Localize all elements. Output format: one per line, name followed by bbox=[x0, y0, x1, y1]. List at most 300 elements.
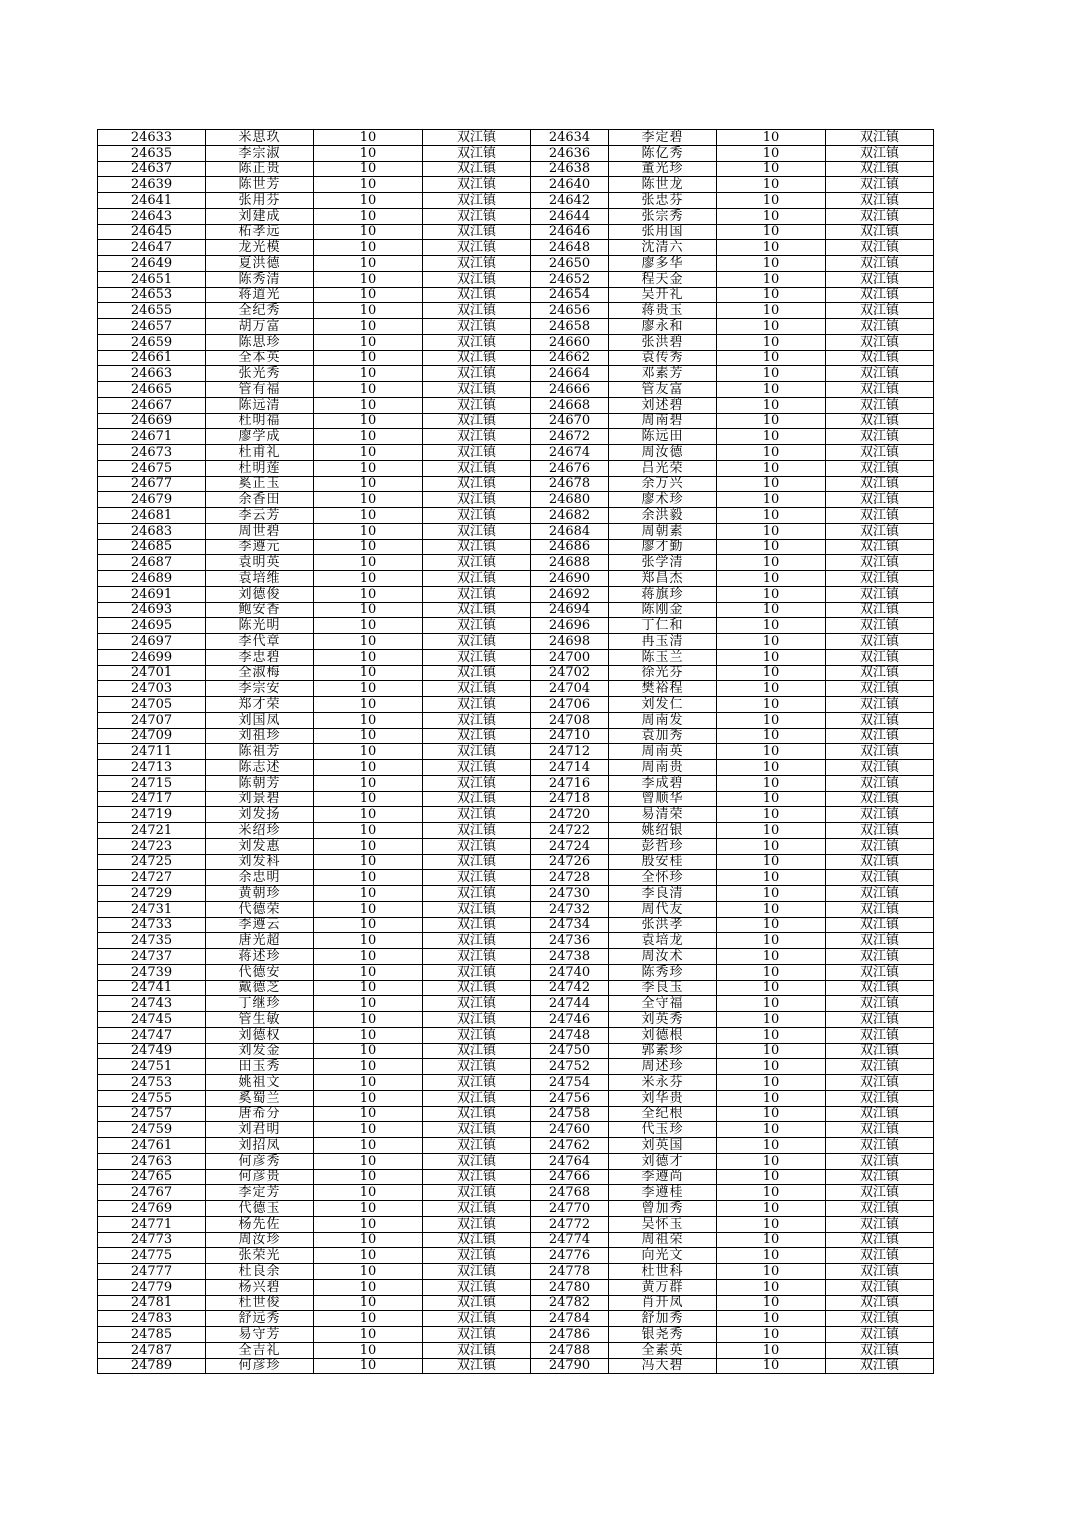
name-cell: 周代友 bbox=[609, 901, 717, 917]
town-cell: 双江镇 bbox=[423, 1264, 531, 1280]
name-cell: 易守芳 bbox=[206, 1327, 314, 1343]
table-row bbox=[98, 460, 934, 476]
name-cell: 蒋旗珍 bbox=[609, 586, 717, 602]
town-cell: 双江镇 bbox=[423, 492, 531, 508]
table-row bbox=[98, 303, 934, 319]
town-cell: 双江镇 bbox=[423, 1138, 531, 1154]
table-row bbox=[98, 1358, 934, 1374]
town-cell: 双江镇 bbox=[423, 712, 531, 728]
count-cell: 10 bbox=[717, 949, 826, 965]
town-cell: 双江镇 bbox=[423, 382, 531, 398]
id-cell: 24677 bbox=[98, 476, 206, 492]
count-cell: 10 bbox=[314, 791, 423, 807]
town-cell: 双江镇 bbox=[826, 413, 934, 429]
name-cell: 刘德根 bbox=[609, 1027, 717, 1043]
id-cell: 24741 bbox=[98, 980, 206, 996]
name-cell: 曾顺华 bbox=[609, 791, 717, 807]
name-cell: 郑才荣 bbox=[206, 697, 314, 713]
id-cell: 24639 bbox=[98, 177, 206, 193]
count-cell: 10 bbox=[717, 366, 826, 382]
count-cell: 10 bbox=[717, 555, 826, 571]
name-cell: 廖多华 bbox=[609, 256, 717, 272]
name-cell: 龙光模 bbox=[206, 240, 314, 256]
count-cell: 10 bbox=[314, 1327, 423, 1343]
id-cell: 24701 bbox=[98, 665, 206, 681]
count-cell: 10 bbox=[314, 665, 423, 681]
town-cell: 双江镇 bbox=[826, 271, 934, 287]
town-cell: 双江镇 bbox=[423, 697, 531, 713]
id-cell: 24652 bbox=[531, 271, 609, 287]
town-cell: 双江镇 bbox=[423, 1075, 531, 1091]
count-cell: 10 bbox=[717, 1327, 826, 1343]
town-cell: 双江镇 bbox=[826, 854, 934, 870]
id-cell: 24698 bbox=[531, 634, 609, 650]
town-cell: 双江镇 bbox=[423, 964, 531, 980]
town-cell: 双江镇 bbox=[826, 1185, 934, 1201]
table-row bbox=[98, 1169, 934, 1185]
town-cell: 双江镇 bbox=[826, 397, 934, 413]
name-cell: 刘发惠 bbox=[206, 838, 314, 854]
name-cell: 刘华贵 bbox=[609, 1090, 717, 1106]
id-cell: 24767 bbox=[98, 1185, 206, 1201]
table-row bbox=[98, 319, 934, 335]
id-cell: 24734 bbox=[531, 917, 609, 933]
town-cell: 双江镇 bbox=[826, 1327, 934, 1343]
name-cell: 易清荣 bbox=[609, 807, 717, 823]
town-cell: 双江镇 bbox=[423, 1090, 531, 1106]
name-cell: 张洪碧 bbox=[609, 334, 717, 350]
name-cell: 米绍珍 bbox=[206, 823, 314, 839]
count-cell: 10 bbox=[717, 681, 826, 697]
name-cell: 余香田 bbox=[206, 492, 314, 508]
town-cell: 双江镇 bbox=[423, 1106, 531, 1122]
count-cell: 10 bbox=[717, 508, 826, 524]
count-cell: 10 bbox=[314, 334, 423, 350]
id-cell: 24754 bbox=[531, 1075, 609, 1091]
name-cell: 李遵元 bbox=[206, 539, 314, 555]
count-cell: 10 bbox=[314, 161, 423, 177]
town-cell: 双江镇 bbox=[423, 445, 531, 461]
town-cell: 双江镇 bbox=[423, 775, 531, 791]
count-cell: 10 bbox=[717, 350, 826, 366]
table-row bbox=[98, 1295, 934, 1311]
count-cell: 10 bbox=[717, 775, 826, 791]
id-cell: 24717 bbox=[98, 791, 206, 807]
count-cell: 10 bbox=[314, 130, 423, 146]
count-cell: 10 bbox=[314, 1075, 423, 1091]
count-cell: 10 bbox=[314, 287, 423, 303]
count-cell: 10 bbox=[314, 728, 423, 744]
table-row bbox=[98, 193, 934, 209]
name-cell: 周朝素 bbox=[609, 523, 717, 539]
town-cell: 双江镇 bbox=[826, 1279, 934, 1295]
count-cell: 10 bbox=[717, 1342, 826, 1358]
name-cell: 袁培维 bbox=[206, 571, 314, 587]
name-cell: 银尧秀 bbox=[609, 1327, 717, 1343]
town-cell: 双江镇 bbox=[826, 1201, 934, 1217]
town-cell: 双江镇 bbox=[826, 1153, 934, 1169]
count-cell: 10 bbox=[314, 366, 423, 382]
count-cell: 10 bbox=[314, 1090, 423, 1106]
id-cell: 24657 bbox=[98, 319, 206, 335]
name-cell: 李云芳 bbox=[206, 508, 314, 524]
name-cell: 向光文 bbox=[609, 1248, 717, 1264]
town-cell: 双江镇 bbox=[826, 823, 934, 839]
table-row bbox=[98, 1216, 934, 1232]
table-row bbox=[98, 161, 934, 177]
id-cell: 24654 bbox=[531, 287, 609, 303]
count-cell: 10 bbox=[717, 964, 826, 980]
count-cell: 10 bbox=[314, 1027, 423, 1043]
id-cell: 24656 bbox=[531, 303, 609, 319]
id-cell: 24718 bbox=[531, 791, 609, 807]
town-cell: 双江镇 bbox=[826, 791, 934, 807]
town-cell: 双江镇 bbox=[423, 366, 531, 382]
town-cell: 双江镇 bbox=[423, 1327, 531, 1343]
id-cell: 24645 bbox=[98, 224, 206, 240]
id-cell: 24742 bbox=[531, 980, 609, 996]
name-cell: 丁仁和 bbox=[609, 618, 717, 634]
name-cell: 袁传秀 bbox=[609, 350, 717, 366]
town-cell: 双江镇 bbox=[826, 870, 934, 886]
town-cell: 双江镇 bbox=[826, 1027, 934, 1043]
count-cell: 10 bbox=[717, 476, 826, 492]
id-cell: 24642 bbox=[531, 193, 609, 209]
id-cell: 24706 bbox=[531, 697, 609, 713]
count-cell: 10 bbox=[314, 429, 423, 445]
id-cell: 24781 bbox=[98, 1295, 206, 1311]
town-cell: 双江镇 bbox=[423, 130, 531, 146]
name-cell: 蒋贵玉 bbox=[609, 303, 717, 319]
id-cell: 24695 bbox=[98, 618, 206, 634]
id-cell: 24696 bbox=[531, 618, 609, 634]
name-cell: 廖才勤 bbox=[609, 539, 717, 555]
town-cell: 双江镇 bbox=[826, 1248, 934, 1264]
town-cell: 双江镇 bbox=[826, 649, 934, 665]
id-cell: 24708 bbox=[531, 712, 609, 728]
id-cell: 24688 bbox=[531, 555, 609, 571]
town-cell: 双江镇 bbox=[826, 1311, 934, 1327]
name-cell: 唐光超 bbox=[206, 933, 314, 949]
id-cell: 24730 bbox=[531, 886, 609, 902]
count-cell: 10 bbox=[717, 460, 826, 476]
name-cell: 刘建成 bbox=[206, 208, 314, 224]
town-cell: 双江镇 bbox=[826, 728, 934, 744]
count-cell: 10 bbox=[717, 1248, 826, 1264]
count-cell: 10 bbox=[314, 1311, 423, 1327]
table-row bbox=[98, 1027, 934, 1043]
table-row bbox=[98, 1264, 934, 1280]
name-cell: 刘述碧 bbox=[609, 397, 717, 413]
id-cell: 24711 bbox=[98, 744, 206, 760]
count-cell: 10 bbox=[314, 1264, 423, 1280]
town-cell: 双江镇 bbox=[826, 177, 934, 193]
count-cell: 10 bbox=[717, 161, 826, 177]
id-cell: 24776 bbox=[531, 1248, 609, 1264]
table-row bbox=[98, 1075, 934, 1091]
id-cell: 24766 bbox=[531, 1169, 609, 1185]
name-cell: 刘德才 bbox=[609, 1153, 717, 1169]
id-cell: 24721 bbox=[98, 823, 206, 839]
id-cell: 24752 bbox=[531, 1059, 609, 1075]
town-cell: 双江镇 bbox=[826, 256, 934, 272]
table-row bbox=[98, 287, 934, 303]
id-cell: 24729 bbox=[98, 886, 206, 902]
name-cell: 殷安桂 bbox=[609, 854, 717, 870]
id-cell: 24745 bbox=[98, 1012, 206, 1028]
count-cell: 10 bbox=[717, 1153, 826, 1169]
town-cell: 双江镇 bbox=[423, 901, 531, 917]
count-cell: 10 bbox=[717, 429, 826, 445]
town-cell: 双江镇 bbox=[423, 334, 531, 350]
town-cell: 双江镇 bbox=[423, 791, 531, 807]
id-cell: 24724 bbox=[531, 838, 609, 854]
town-cell: 双江镇 bbox=[826, 492, 934, 508]
town-cell: 双江镇 bbox=[423, 996, 531, 1012]
town-cell: 双江镇 bbox=[423, 1012, 531, 1028]
name-cell: 刘发仁 bbox=[609, 697, 717, 713]
name-cell: 袁明英 bbox=[206, 555, 314, 571]
count-cell: 10 bbox=[314, 193, 423, 209]
count-cell: 10 bbox=[717, 445, 826, 461]
name-cell: 管有福 bbox=[206, 382, 314, 398]
town-cell: 双江镇 bbox=[423, 1027, 531, 1043]
name-cell: 廖术珍 bbox=[609, 492, 717, 508]
id-cell: 24771 bbox=[98, 1216, 206, 1232]
town-cell: 双江镇 bbox=[423, 508, 531, 524]
id-cell: 24762 bbox=[531, 1138, 609, 1154]
town-cell: 双江镇 bbox=[423, 1122, 531, 1138]
town-cell: 双江镇 bbox=[423, 476, 531, 492]
name-cell: 代德玉 bbox=[206, 1201, 314, 1217]
id-cell: 24635 bbox=[98, 145, 206, 161]
name-cell: 吕光荣 bbox=[609, 460, 717, 476]
count-cell: 10 bbox=[717, 823, 826, 839]
name-cell: 蒋述珍 bbox=[206, 949, 314, 965]
name-cell: 代玉珍 bbox=[609, 1122, 717, 1138]
town-cell: 双江镇 bbox=[423, 665, 531, 681]
id-cell: 24715 bbox=[98, 775, 206, 791]
count-cell: 10 bbox=[314, 1169, 423, 1185]
name-cell: 黄万群 bbox=[609, 1279, 717, 1295]
id-cell: 24775 bbox=[98, 1248, 206, 1264]
town-cell: 双江镇 bbox=[826, 366, 934, 382]
count-cell: 10 bbox=[314, 823, 423, 839]
table-row bbox=[98, 382, 934, 398]
table-row bbox=[98, 1248, 934, 1264]
town-cell: 双江镇 bbox=[423, 350, 531, 366]
town-cell: 双江镇 bbox=[826, 1043, 934, 1059]
table-row bbox=[98, 1327, 934, 1343]
name-cell: 全纪根 bbox=[609, 1106, 717, 1122]
id-cell: 24755 bbox=[98, 1090, 206, 1106]
name-cell: 刘英秀 bbox=[609, 1012, 717, 1028]
town-cell: 双江镇 bbox=[826, 634, 934, 650]
count-cell: 10 bbox=[314, 1122, 423, 1138]
id-cell: 24651 bbox=[98, 271, 206, 287]
name-cell: 张用芬 bbox=[206, 193, 314, 209]
id-cell: 24684 bbox=[531, 523, 609, 539]
town-cell: 双江镇 bbox=[826, 571, 934, 587]
id-cell: 24713 bbox=[98, 760, 206, 776]
town-cell: 双江镇 bbox=[423, 681, 531, 697]
table-row bbox=[98, 854, 934, 870]
id-cell: 24779 bbox=[98, 1279, 206, 1295]
count-cell: 10 bbox=[314, 586, 423, 602]
id-cell: 24646 bbox=[531, 224, 609, 240]
id-cell: 24756 bbox=[531, 1090, 609, 1106]
name-cell: 陈世芳 bbox=[206, 177, 314, 193]
count-cell: 10 bbox=[717, 980, 826, 996]
name-cell: 胡万富 bbox=[206, 319, 314, 335]
name-cell: 舒远秀 bbox=[206, 1311, 314, 1327]
id-cell: 24788 bbox=[531, 1342, 609, 1358]
name-cell: 刘发金 bbox=[206, 1043, 314, 1059]
town-cell: 双江镇 bbox=[423, 980, 531, 996]
id-cell: 24738 bbox=[531, 949, 609, 965]
count-cell: 10 bbox=[314, 460, 423, 476]
id-cell: 24749 bbox=[98, 1043, 206, 1059]
name-cell: 陈远田 bbox=[609, 429, 717, 445]
id-cell: 24774 bbox=[531, 1232, 609, 1248]
table-row bbox=[98, 508, 934, 524]
town-cell: 双江镇 bbox=[826, 807, 934, 823]
id-cell: 24703 bbox=[98, 681, 206, 697]
name-cell: 刘德权 bbox=[206, 1027, 314, 1043]
count-cell: 10 bbox=[314, 1358, 423, 1374]
id-cell: 24672 bbox=[531, 429, 609, 445]
id-cell: 24640 bbox=[531, 177, 609, 193]
town-cell: 双江镇 bbox=[423, 1153, 531, 1169]
count-cell: 10 bbox=[314, 145, 423, 161]
name-cell: 李代章 bbox=[206, 634, 314, 650]
count-cell: 10 bbox=[717, 492, 826, 508]
name-cell: 全守福 bbox=[609, 996, 717, 1012]
name-cell: 蒋道光 bbox=[206, 287, 314, 303]
name-cell: 代德安 bbox=[206, 964, 314, 980]
town-cell: 双江镇 bbox=[826, 665, 934, 681]
town-cell: 双江镇 bbox=[826, 1075, 934, 1091]
town-cell: 双江镇 bbox=[826, 1232, 934, 1248]
town-cell: 双江镇 bbox=[826, 1264, 934, 1280]
town-cell: 双江镇 bbox=[826, 539, 934, 555]
name-cell: 杜甫礼 bbox=[206, 445, 314, 461]
name-cell: 何彦珍 bbox=[206, 1358, 314, 1374]
name-cell: 刘景碧 bbox=[206, 791, 314, 807]
table-row bbox=[98, 964, 934, 980]
count-cell: 10 bbox=[717, 996, 826, 1012]
town-cell: 双江镇 bbox=[423, 539, 531, 555]
count-cell: 10 bbox=[717, 744, 826, 760]
town-cell: 双江镇 bbox=[826, 1216, 934, 1232]
count-cell: 10 bbox=[314, 1012, 423, 1028]
id-cell: 24719 bbox=[98, 807, 206, 823]
table-row bbox=[98, 145, 934, 161]
town-cell: 双江镇 bbox=[423, 319, 531, 335]
id-cell: 24664 bbox=[531, 366, 609, 382]
table-row bbox=[98, 712, 934, 728]
name-cell: 李成碧 bbox=[609, 775, 717, 791]
name-cell: 吴开礼 bbox=[609, 287, 717, 303]
name-cell: 廖学成 bbox=[206, 429, 314, 445]
town-cell: 双江镇 bbox=[423, 429, 531, 445]
count-cell: 10 bbox=[717, 208, 826, 224]
town-cell: 双江镇 bbox=[423, 854, 531, 870]
town-cell: 双江镇 bbox=[423, 1185, 531, 1201]
town-cell: 双江镇 bbox=[423, 870, 531, 886]
count-cell: 10 bbox=[717, 287, 826, 303]
count-cell: 10 bbox=[314, 760, 423, 776]
town-cell: 双江镇 bbox=[423, 1279, 531, 1295]
id-cell: 24676 bbox=[531, 460, 609, 476]
town-cell: 双江镇 bbox=[826, 1342, 934, 1358]
name-cell: 柘孝远 bbox=[206, 224, 314, 240]
table-row bbox=[98, 1201, 934, 1217]
name-cell: 彭哲珍 bbox=[609, 838, 717, 854]
count-cell: 10 bbox=[314, 1216, 423, 1232]
count-cell: 10 bbox=[717, 586, 826, 602]
town-cell: 双江镇 bbox=[826, 508, 934, 524]
name-cell: 米永芬 bbox=[609, 1075, 717, 1091]
name-cell: 李定芳 bbox=[206, 1185, 314, 1201]
count-cell: 10 bbox=[314, 949, 423, 965]
town-cell: 双江镇 bbox=[423, 161, 531, 177]
town-cell: 双江镇 bbox=[826, 1090, 934, 1106]
town-cell: 双江镇 bbox=[826, 996, 934, 1012]
name-cell: 米思玖 bbox=[206, 130, 314, 146]
name-cell: 刘发扬 bbox=[206, 807, 314, 823]
table-row bbox=[98, 744, 934, 760]
table-row bbox=[98, 870, 934, 886]
count-cell: 10 bbox=[314, 523, 423, 539]
id-cell: 24675 bbox=[98, 460, 206, 476]
town-cell: 双江镇 bbox=[423, 208, 531, 224]
table-row bbox=[98, 1185, 934, 1201]
town-cell: 双江镇 bbox=[423, 838, 531, 854]
id-cell: 24780 bbox=[531, 1279, 609, 1295]
town-cell: 双江镇 bbox=[826, 586, 934, 602]
count-cell: 10 bbox=[314, 1185, 423, 1201]
town-cell: 双江镇 bbox=[826, 523, 934, 539]
id-cell: 24789 bbox=[98, 1358, 206, 1374]
table-row bbox=[98, 208, 934, 224]
town-cell: 双江镇 bbox=[826, 445, 934, 461]
id-cell: 24761 bbox=[98, 1138, 206, 1154]
town-cell: 双江镇 bbox=[826, 145, 934, 161]
town-cell: 双江镇 bbox=[826, 681, 934, 697]
town-cell: 双江镇 bbox=[423, 1358, 531, 1374]
count-cell: 10 bbox=[314, 681, 423, 697]
id-cell: 24681 bbox=[98, 508, 206, 524]
id-cell: 24751 bbox=[98, 1059, 206, 1075]
name-cell: 肖开凤 bbox=[609, 1295, 717, 1311]
count-cell: 10 bbox=[717, 807, 826, 823]
count-cell: 10 bbox=[314, 634, 423, 650]
name-cell: 余忠明 bbox=[206, 870, 314, 886]
count-cell: 10 bbox=[717, 303, 826, 319]
name-cell: 黄朝珍 bbox=[206, 886, 314, 902]
town-cell: 双江镇 bbox=[826, 964, 934, 980]
count-cell: 10 bbox=[717, 854, 826, 870]
id-cell: 24787 bbox=[98, 1342, 206, 1358]
id-cell: 24637 bbox=[98, 161, 206, 177]
id-cell: 24633 bbox=[98, 130, 206, 146]
town-cell: 双江镇 bbox=[826, 602, 934, 618]
count-cell: 10 bbox=[717, 838, 826, 854]
name-cell: 刘德俊 bbox=[206, 586, 314, 602]
id-cell: 24722 bbox=[531, 823, 609, 839]
count-cell: 10 bbox=[717, 1059, 826, 1075]
